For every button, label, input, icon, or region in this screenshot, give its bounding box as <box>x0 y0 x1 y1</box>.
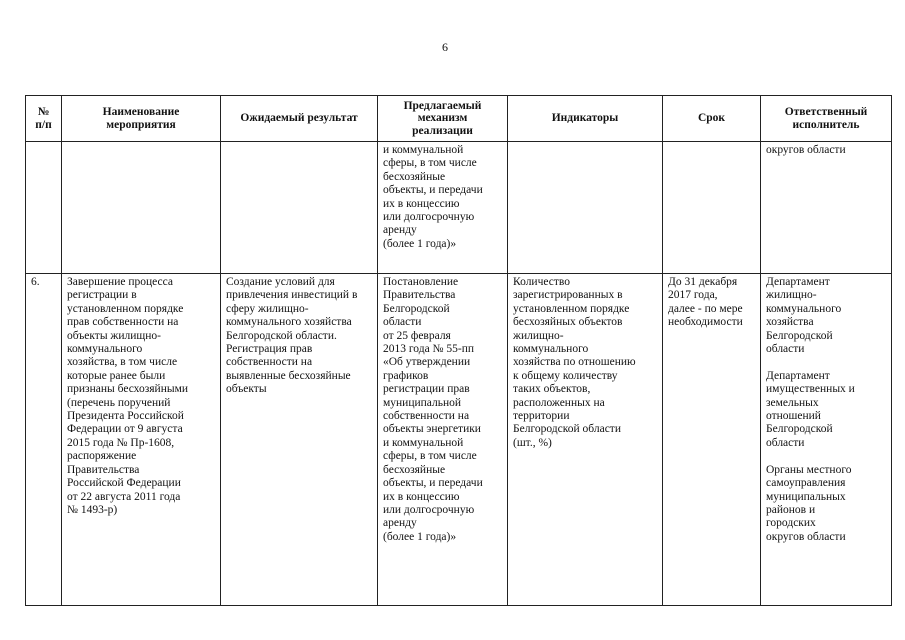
cell-responsible: Департамент жилищно- коммунального хозяйства Белгородской области Департамент имущественных и земельных отношений Белгородской области Органы местного самоуправления муниципальных районов и городских округов области <box>761 274 892 606</box>
header-responsible: Ответственный исполнитель <box>761 96 892 142</box>
cell-result: Создание условий для привлечения инвестиций в сферу жилищно- коммунального хозяйства Белгородской области. Регистрация прав собственности на выявленные бесхозяйные объекты <box>221 274 378 606</box>
header-indicators: Индикаторы <box>508 96 663 142</box>
cell-result <box>221 142 378 274</box>
header-mechanism: Предлагаемый механизм реализации <box>378 96 508 142</box>
cell-num <box>26 142 62 274</box>
header-name: Наименование мероприятия <box>62 96 221 142</box>
cell-name <box>62 142 221 274</box>
header-term: Срок <box>663 96 761 142</box>
cell-term: До 31 декабря 2017 года, далее - по мере необходимости <box>663 274 761 606</box>
cell-mechanism: и коммунальной сферы, в том числе бесхозяйные объекты, и передачи их в концессию или долгосрочную аренду (более 1 года)» <box>378 142 508 274</box>
cell-num: 6. <box>26 274 62 606</box>
measures-table <box>25 95 892 606</box>
cell-indicators: Количество зарегистрированных в установленном порядке бесхозяйных объектов жилищно- коммунального хозяйства по отношению к общему количеству таких объектов, расположенных на территории Белгородской области (шт., %) <box>508 274 663 606</box>
cell-mechanism: Постановление Правительства Белгородской области от 25 февраля 2013 года № 55-пп «Об утверждении графиков регистрации прав муниципальной собственности на объекты энергетики и коммунальной сферы, в том числе бесхозяйные объекты, и передачи их в концессию или долгосрочную аренду (более 1 года)» <box>378 274 508 606</box>
cell-indicators <box>508 142 663 274</box>
cell-name: Завершение процесса регистрации в установленном порядке прав собственности на объекты жилищно- коммунального хозяйства, в том числе которые ранее были признаны бесхозяйными (перечень поручений Президента Российской Федерации от 9 августа 2015 года № Пр-1608, распоряжение Правительства Российской Федерации от 22 августа 2011 года № 1493-р) <box>62 274 221 606</box>
table-header-row <box>26 96 892 142</box>
cell-responsible: округов области <box>761 142 892 274</box>
table-row-continuation <box>26 142 892 274</box>
table-row-6 <box>26 274 892 606</box>
page-number: 6 <box>442 40 448 54</box>
header-result: Ожидаемый результат <box>221 96 378 142</box>
cell-term <box>663 142 761 274</box>
header-num: № п/п <box>26 96 62 142</box>
